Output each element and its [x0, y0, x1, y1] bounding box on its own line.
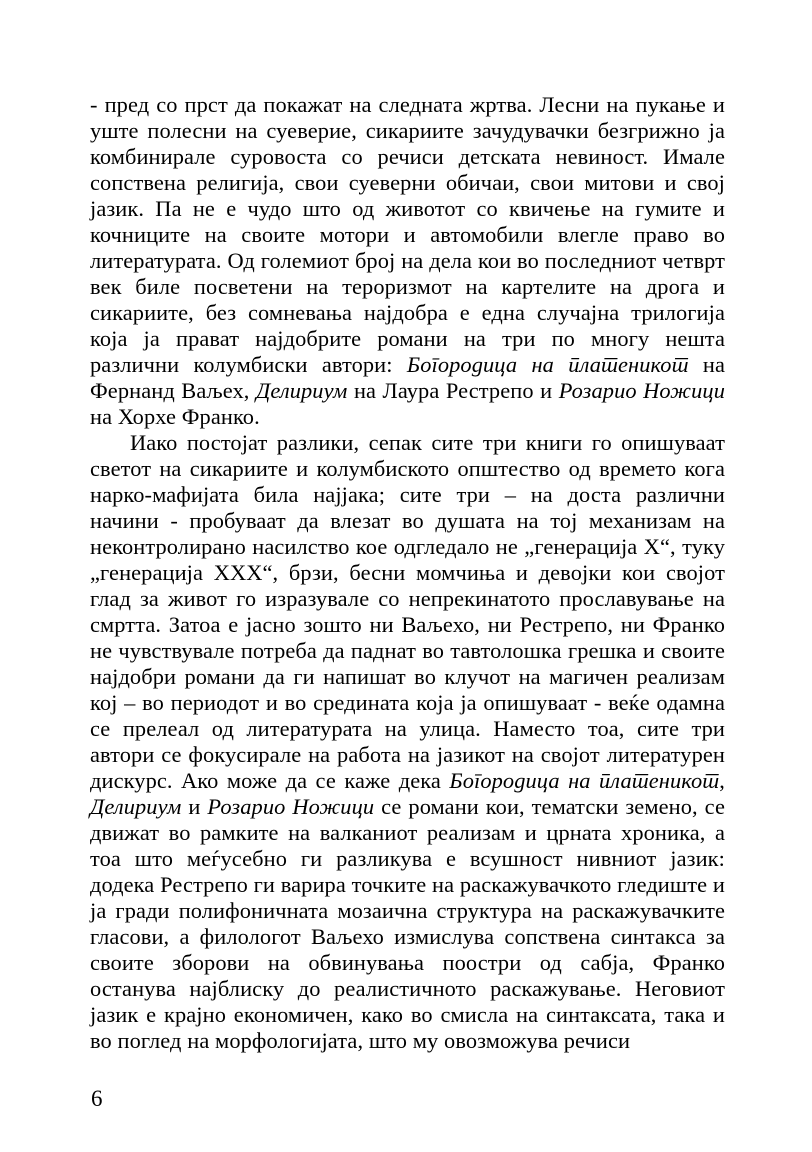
- text-run: ,: [719, 768, 725, 793]
- paragraph-1: [90, 92, 725, 430]
- book-title: Розарио Ножици: [558, 378, 725, 403]
- book-title: Розарио Ножици: [207, 794, 375, 819]
- book-title: Богородица на платеникот: [449, 768, 720, 793]
- text-run: - пред со прст да покажат на следната жртва. Лесни на пукање и уште полесни на суеверие, сикариите зачудувачки безгрижно ја комбинирале суровоста со речиси детската невиност. Имале сопствена религија, свои суеверни обичаи, свои митови и свој јазик. Па не е чудо што од животот со квичење на гумите и кочниците на своите мотори и автомобили влегле право во литературата. Од големиот број на дела кои во последниот четврт век биле посветени на тероризмот на картелите на дрога и сикариите, без сомневања најдобра е една случајна трилогија која ја прават најдобрите романи на три по многу нешта различни колумбиски автори:: [90, 92, 725, 377]
- page-text: [90, 92, 725, 1054]
- paragraph-2: [90, 430, 725, 1054]
- text-run: се романи кои, тематски земено, се движат во рамките на валканиот реализам и црната хроника, а тоа што меѓусебно ги разликува е всушност нивниот јазик: додека Рестрепо ги варира точките на раскажувачкото гледиште и ја гради полифоничната мозаична структура на раскажувачките гласови, а филологот Ваљехо измислува сопствена синтакса за своите зборови на обвинувања поостри од сабја, Франко останува најблиску до реалистичното раскажување. Неговиот јазик е крајно економичен, како во смисла на синтаксата, така и во поглед на морфологијата, што му овозможува речиси: [90, 794, 726, 1053]
- book-title: Богородица на платеникот: [406, 352, 689, 377]
- text-run: Иако постојат разлики, сепак сите три книги го опишуваат светот на сикариите и колумбиското општество од времето кога нарко-мафијата била најјака; сите три – на доста различни начини - пробуваат да влезат во душата на тој механизам на неконтролирано насилство кое одгледало не „генерација X“, туку „генерација XXX“, брзи, бесни момчиња и девојки кои својот глад за живот го изразувале со непрекинатото прославување на смртта. Затоа е јасно зошто ни Ваљехо, ни Рестрепо, ни Франко не чувствувале потреба да паднат во тавтолошка грешка и своите најдобри романи да ги напишат во клучот на магичен реализам кој – во периодот и во средината која ја опишуваат - веќе одамна се прелеал од литературата на улица. Наместо тоа, сите три автори се фокусирале на работа на јазикот на својот литературен дискурс. Ако може да се каже дека: [90, 430, 725, 793]
- text-run: на Хорхе Франко.: [90, 404, 260, 429]
- book-title: Делириум: [256, 378, 348, 403]
- text-run: и: [181, 794, 208, 819]
- page-number: 6: [91, 1086, 103, 1111]
- text-run: на Фернанд Ваљех,: [90, 352, 726, 403]
- book-title: Делириум: [90, 794, 182, 819]
- text-run: на Лаура Рестрепо и: [347, 378, 559, 403]
